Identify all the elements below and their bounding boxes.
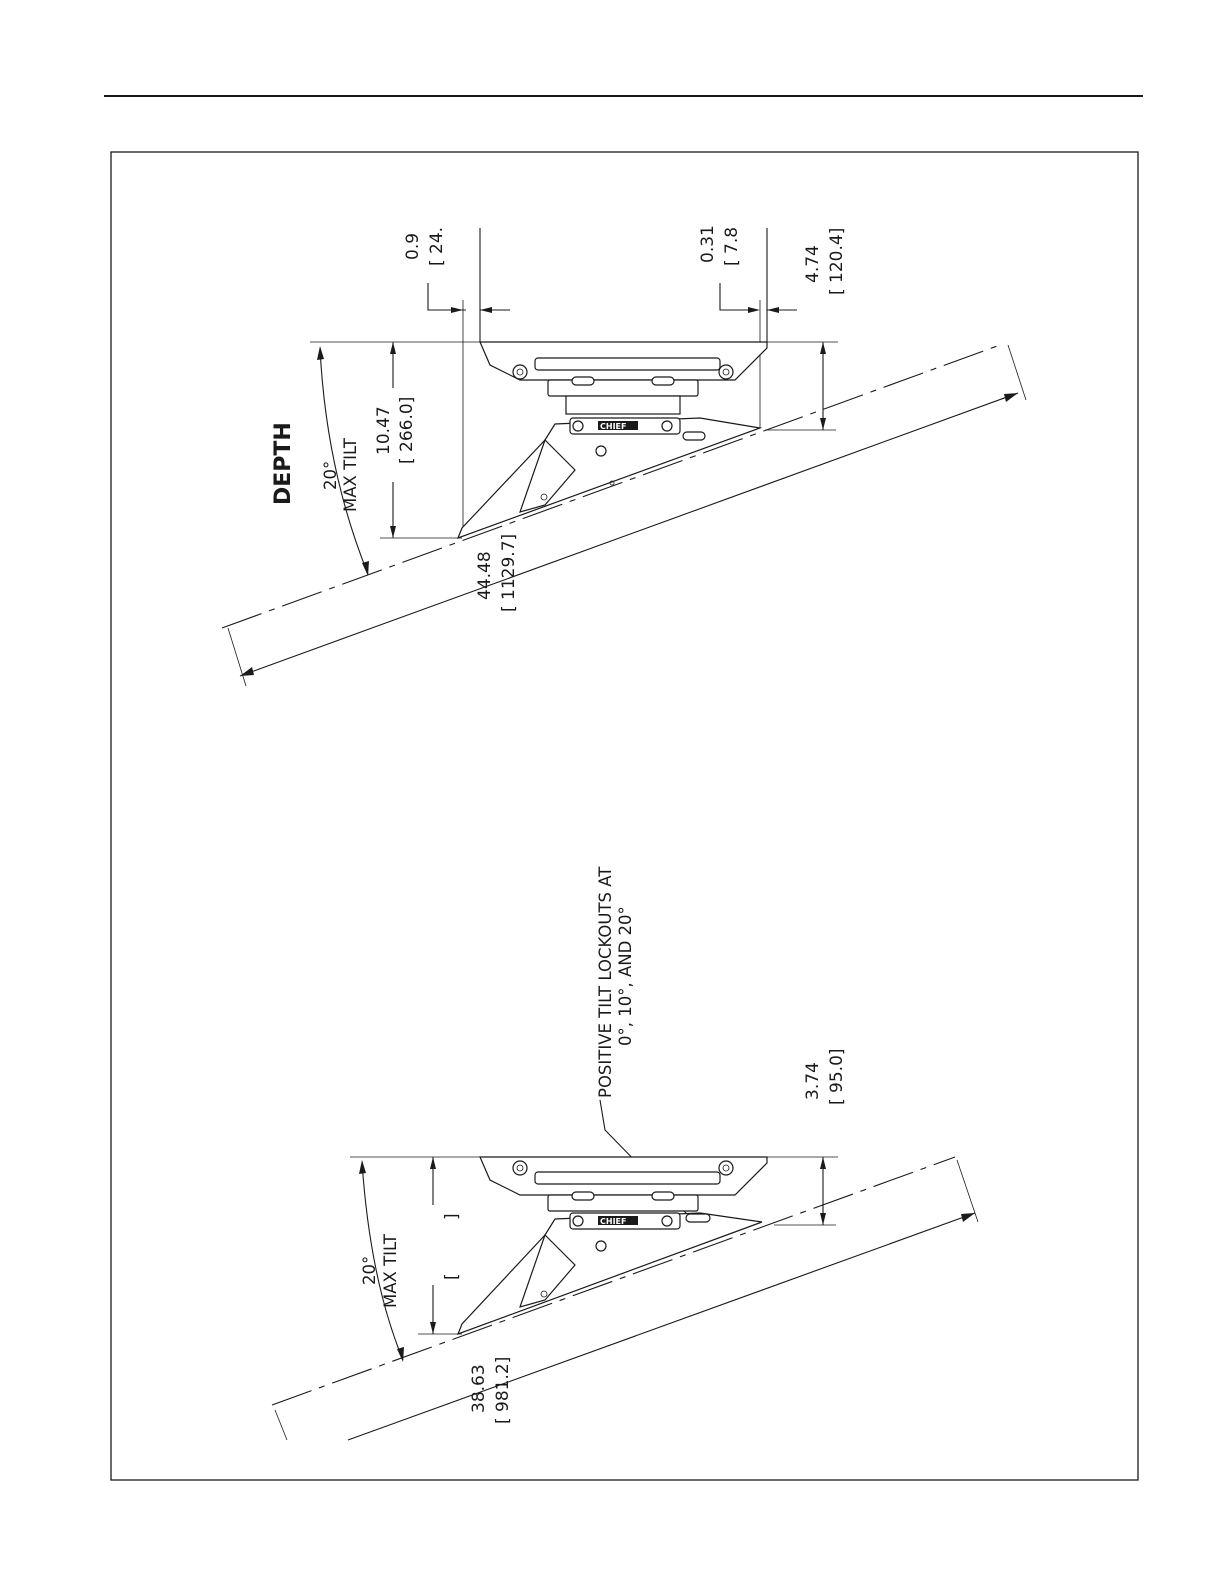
upper-right-offset-mm: [ 7.8 (722, 226, 742, 266)
upper-left-offset-in: 0.9 (403, 232, 423, 260)
drawing-title: DEPTH (271, 422, 296, 505)
upper-mount (458, 342, 767, 538)
upper-logo: CHIEF (600, 422, 627, 431)
lower-depth-close: ] (442, 1213, 462, 1220)
upper-depth-mm: [ 266.0] (397, 396, 417, 464)
lower-tilt-angle: 20° (360, 1255, 379, 1285)
upper-left-offset-mm: [ 24. (427, 226, 447, 266)
lower-diag-mm: [ 981.2] (493, 1356, 513, 1424)
lower-depth-open: [ (442, 1273, 462, 1280)
upper-height-mm: [ 120.4] (827, 227, 847, 295)
upper-right-offset-in: 0.31 (698, 225, 718, 263)
upper-tilt-angle: 20° (321, 460, 340, 490)
lower-height-in: 3.74 (803, 1062, 823, 1100)
upper-tilt-label: MAX TILT (341, 437, 360, 512)
lower-height-mm: [ 95.0] (827, 1048, 847, 1105)
lower-logo: CHIEF (600, 1217, 627, 1226)
lower-mount (458, 1157, 767, 1334)
lower-note-line2: 0°, 10°, AND 20° (616, 906, 635, 1046)
upper-depth-in: 10.47 (374, 406, 394, 455)
upper-height-in: 4.74 (803, 245, 823, 283)
upper-diag-in: 44.48 (475, 551, 495, 600)
upper-diag-mm: [ 1129.7] (499, 533, 519, 612)
lower-note-line1: POSITIVE TILT LOCKOUTS AT (596, 866, 615, 1098)
lower-tilt-label: MAX TILT (381, 1233, 400, 1308)
lower-diag-in: 38.63 (469, 1364, 489, 1413)
